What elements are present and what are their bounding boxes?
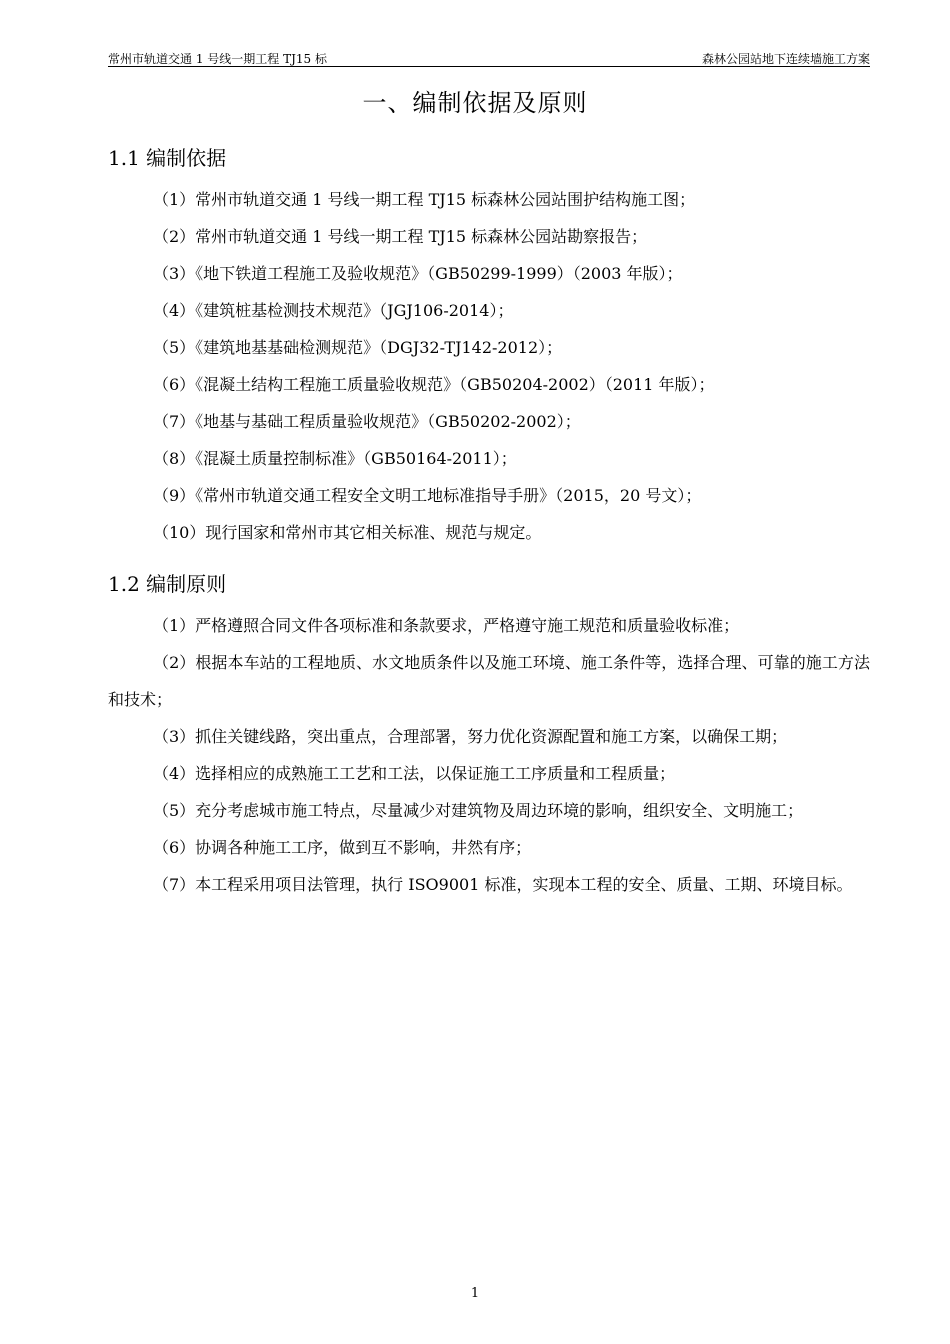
list-item: （2）常州市轨道交通 1 号线一期工程 TJ15 标森林公园站勘察报告； — [153, 227, 648, 246]
list-item: （6）协调各种施工工序，做到互不影响，井然有序； — [153, 838, 532, 857]
list-item: （2）根据本车站的工程地质、水文地质条件以及施工环境、施工条件等，选择合理、可靠的施工方法和技术； — [108, 653, 870, 709]
header-project-name: 常州市轨道交通 1 号线一期工程 TJ15 标 — [108, 52, 327, 66]
list-item: （4）选择相应的成熟施工工艺和工法，以保证施工工序质量和工程质量； — [153, 764, 676, 783]
list-item: （3）《地下铁道工程施工及验收规范》（GB50299-1999）（2003 年版）； — [153, 264, 683, 283]
list-item: （7）本工程采用项目法管理，执行 ISO9001 标准，实现本工程的安全、质量、工期、环境目标。 — [153, 875, 853, 894]
header-document-title: 森林公园站地下连续墙施工方案 — [701, 52, 870, 66]
list-item: （8）《混凝土质量控制标准》（GB50164-2011）； — [153, 449, 517, 468]
list-item: （9）《常州市轨道交通工程安全文明工地标准指导手册》（2015，20 号文）； — [153, 486, 702, 505]
list-item: （6）《混凝土结构工程施工质量验收规范》（GB50204-2002）（2011 年版）； — [153, 375, 715, 394]
section-title-principles: 1.2 编制原则 — [108, 572, 227, 596]
page-number: 1 — [470, 1286, 480, 1301]
list-item: （1）严格遵照合同文件各项标准和条款要求，严格遵守施工规范和质量验收标准； — [153, 616, 740, 635]
list-item: （5）充分考虑城市施工特点，尽量减少对建筑物及周边环境的影响，组织安全、文明施工； — [153, 801, 804, 820]
list-item: （10）现行国家和常州市其它相关标准、规范与规定。 — [153, 523, 542, 542]
list-item: （4）《建筑桩基检测技术规范》（JGJ106-2014）； — [153, 301, 514, 320]
running-header — [108, 52, 870, 67]
principles-list — [108, 607, 870, 903]
list-item: （5）《建筑地基基础检测规范》（DGJ32-TJ142-2012）； — [153, 338, 563, 357]
list-item: （3）抓住关键线路，突出重点，合理部署，努力优化资源配置和施工方案，以确保工期； — [153, 727, 788, 746]
chapter-title: 一、编制依据及原则 — [362, 89, 588, 117]
list-item: （7）《地基与基础工程质量验收规范》（GB50202-2002）； — [153, 412, 581, 431]
list-item: （1）常州市轨道交通 1 号线一期工程 TJ15 标森林公园站围护结构施工图； — [153, 190, 696, 209]
basis-list — [108, 181, 870, 551]
section-title-basis: 1.1 编制依据 — [108, 146, 227, 170]
